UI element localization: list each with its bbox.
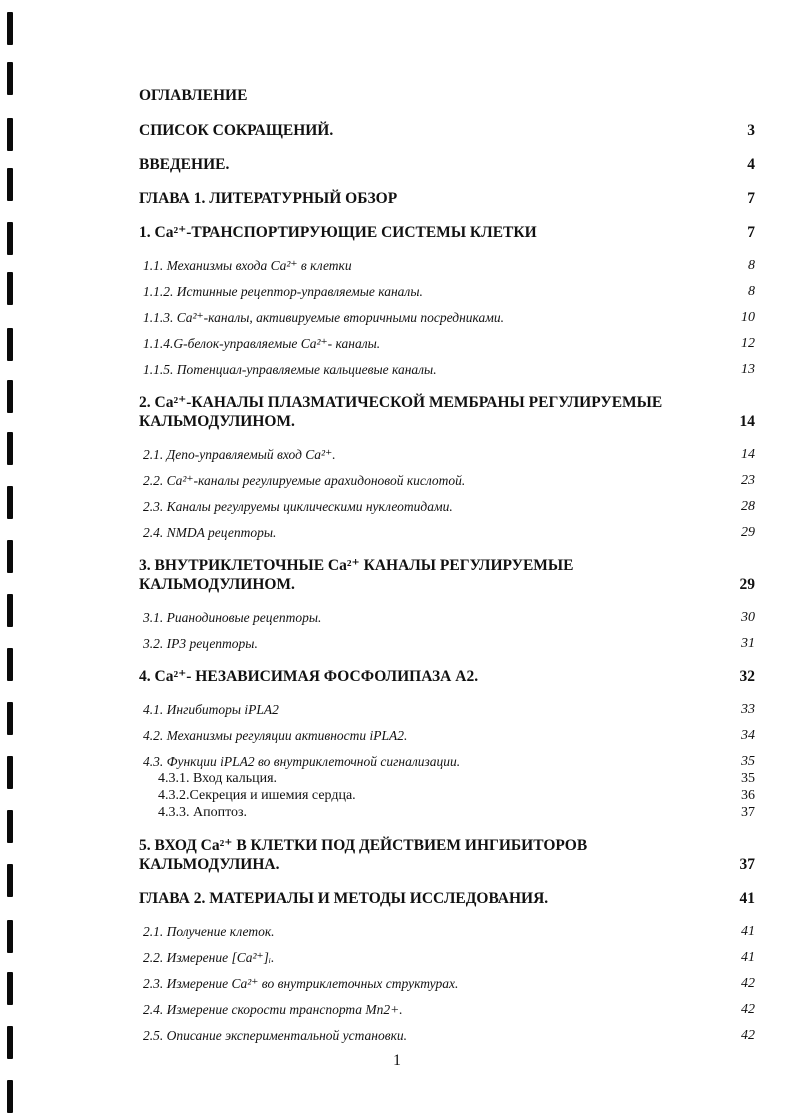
toc-entry-page: 28 — [741, 499, 755, 514]
toc-entry-title: 1.1.4.G-белок-управляемые Ca²⁺- каналы. — [143, 336, 381, 351]
toc-entry-page: 29 — [739, 576, 755, 593]
toc-entry-title: 4.3. Функции iPLA2 во внутриклеточной сигнализации. — [143, 754, 461, 769]
toc-entry-page: 3 — [747, 122, 755, 139]
toc-entry-page: 7 — [747, 190, 755, 207]
binding-mark — [7, 12, 13, 45]
toc-entry-level-2 — [139, 975, 755, 992]
binding-mark — [7, 168, 13, 201]
toc-entry-title: 3.2. IP3 рецепторы. — [143, 636, 258, 651]
toc-entry-level-2 — [139, 335, 755, 352]
toc-entry-title: 2.1. Получение клеток. — [143, 924, 275, 939]
toc-entry-level-2 — [139, 472, 755, 489]
toc-entry-level-2 — [139, 361, 755, 378]
binding-mark — [7, 272, 13, 305]
toc-entry-level-3 — [139, 771, 755, 787]
toc-entry-title: 3. ВНУТРИКЛЕТОЧНЫЕ Ca²⁺ КАНАЛЫ РЕГУЛИРУЕМЫЕ КАЛЬМОДУЛИНОМ. — [139, 557, 574, 593]
binding-mark — [7, 810, 13, 843]
toc-entry-title: 1.1.3. Ca²⁺-каналы, активируемые вторичными посредниками. — [143, 310, 504, 325]
toc-entry-level-2 — [139, 701, 755, 718]
toc-entry-page: 42 — [741, 1028, 755, 1043]
table-of-contents — [139, 86, 755, 1044]
toc-entry-level-1 — [139, 556, 755, 594]
toc-entry-title: 2.3. Каналы регулруемы циклическими нуклеотидами. — [143, 499, 453, 514]
toc-entry-level-2 — [139, 923, 755, 940]
toc-entry-page: 35 — [741, 754, 755, 769]
binding-mark — [7, 486, 13, 519]
toc-entry-page: 30 — [741, 610, 755, 625]
toc-entry-page: 14 — [741, 447, 755, 462]
toc-entry-page: 8 — [748, 258, 755, 273]
binding-mark — [7, 594, 13, 627]
toc-entry-page: 29 — [741, 525, 755, 540]
toc-entry-page: 31 — [741, 636, 755, 651]
toc-entry-level-2 — [139, 257, 755, 274]
binding-mark — [7, 756, 13, 789]
toc-entry-page: 33 — [741, 702, 755, 717]
toc-entry-level-1 — [139, 393, 755, 431]
toc-entry-level-3 — [139, 788, 755, 804]
toc-entry-level-2 — [139, 1027, 755, 1044]
toc-entry-level-2 — [139, 498, 755, 515]
binding-mark — [7, 864, 13, 897]
toc-entry-level-2 — [139, 309, 755, 326]
toc-entry-page: 23 — [741, 473, 755, 488]
toc-entry-title: 4.3.3. Апоптоз. — [158, 805, 248, 820]
toc-entry-title: 2.4. Измерение скорости транспорта Mn2+. — [143, 1002, 403, 1017]
toc-entries — [139, 121, 755, 1044]
toc-entry-level-2 — [139, 635, 755, 652]
toc-entry-title: 1.1.2. Истинные рецептор-управляемые каналы. — [143, 284, 423, 299]
binding-mark — [7, 222, 13, 255]
toc-entry-level-2 — [139, 446, 755, 463]
toc-entry-title: 4. Ca²⁺- НЕЗАВИСИМАЯ ФОСФОЛИПАЗА А2. — [139, 668, 479, 685]
binding-mark — [7, 540, 13, 573]
toc-entry-page: 41 — [741, 950, 755, 965]
toc-entry-title: 2.5. Описание экспериментальной установки. — [143, 1028, 408, 1043]
toc-entry-level-2 — [139, 753, 755, 770]
toc-entry-page: 7 — [747, 224, 755, 241]
binding-mark — [7, 432, 13, 465]
toc-entry-level-1 — [139, 889, 755, 908]
toc-entry-page: 14 — [739, 413, 755, 430]
toc-entry-page: 36 — [741, 788, 755, 803]
toc-entry-title: 3.1. Рианодиновые рецепторы. — [143, 610, 322, 625]
page-number: 1 — [393, 1052, 401, 1069]
toc-entry-level-3 — [139, 805, 755, 821]
toc-entry-page: 41 — [741, 924, 755, 939]
toc-entry-level-1 — [139, 223, 755, 242]
toc-entry-title: 2.4. NMDA рецепторы. — [143, 525, 277, 540]
binding-mark — [7, 648, 13, 681]
toc-entry-title: 4.1. Ингибиторы iPLA2 — [143, 702, 279, 717]
toc-entry-level-2 — [139, 727, 755, 744]
toc-entry-page: 12 — [741, 336, 755, 351]
toc-entry-title: 2.3. Измерение Ca²⁺ во внутриклеточных структурах. — [143, 976, 459, 991]
toc-entry-level-1 — [139, 667, 755, 686]
binding-marks — [7, 0, 15, 1117]
toc-entry-level-1 — [139, 155, 755, 174]
toc-entry-level-2 — [139, 609, 755, 626]
toc-entry-title: 4.2. Механизмы регуляции активности iPLA2. — [143, 728, 408, 743]
toc-entry-page: 13 — [741, 362, 755, 377]
toc-entry-level-2 — [139, 949, 755, 966]
binding-mark — [7, 972, 13, 1005]
toc-entry-title: СПИСОК СОКРАЩЕНИЙ. — [139, 122, 334, 139]
toc-entry-level-2 — [139, 283, 755, 300]
toc-entry-page: 4 — [747, 156, 755, 173]
toc-entry-title: 2.2. Ca²⁺-каналы регулируемые арахидоновой кислотой. — [143, 473, 466, 488]
toc-entry-level-2 — [139, 1001, 755, 1018]
toc-entry-title: ВВЕДЕНИЕ. — [139, 156, 230, 173]
toc-entry-title: 2.1. Депо-управляемый вход Ca²⁺. — [143, 447, 336, 462]
toc-entry-level-2 — [139, 524, 755, 541]
toc-entry-title: ГЛАВА 1. ЛИТЕРАТУРНЫЙ ОБЗОР — [139, 190, 398, 207]
toc-entry-page: 37 — [741, 805, 755, 820]
binding-mark — [7, 118, 13, 151]
toc-entry-page: 32 — [739, 668, 755, 685]
toc-entry-title: 1.1. Механизмы входа Ca²⁺ в клетки — [143, 258, 352, 273]
toc-entry-page: 42 — [741, 1002, 755, 1017]
toc-entry-title: 4.3.1. Вход кальция. — [158, 771, 278, 786]
toc-entry-title: 5. ВХОД Ca²⁺ В КЛЕТКИ ПОД ДЕЙСТВИЕМ ИНГИБИТОРОВ КАЛЬМОДУЛИНА. — [139, 837, 588, 873]
binding-mark — [7, 380, 13, 413]
toc-entry-page: 42 — [741, 976, 755, 991]
binding-mark — [7, 920, 13, 953]
toc-entry-page: 34 — [741, 728, 755, 743]
toc-entry-title: 1.1.5. Потенциал-управляемые кальциевые каналы. — [143, 362, 437, 377]
toc-entry-title: ГЛАВА 2. МАТЕРИАЛЫ И МЕТОДЫ ИССЛЕДОВАНИЯ. — [139, 890, 549, 907]
toc-entry-page: 35 — [741, 771, 755, 786]
toc-entry-title: 2.2. Измерение [Ca²⁺]ᵢ. — [143, 950, 275, 965]
binding-mark — [7, 1080, 13, 1113]
toc-entry-level-1 — [139, 189, 755, 208]
binding-mark — [7, 62, 13, 95]
toc-entry-page: 10 — [741, 310, 755, 325]
toc-entry-title: 1. Ca²⁺-ТРАНСПОРТИРУЮЩИЕ СИСТЕМЫ КЛЕТКИ — [139, 224, 537, 241]
toc-entry-level-1 — [139, 121, 755, 140]
binding-mark — [7, 328, 13, 361]
binding-mark — [7, 702, 13, 735]
toc-entry-page: 41 — [739, 890, 755, 907]
toc-entry-level-1 — [139, 836, 755, 874]
toc-entry-page: 37 — [739, 856, 755, 873]
toc-entry-title: 4.3.2.Секреция и ишемия сердца. — [158, 788, 356, 803]
toc-entry-title: 2. Ca²⁺-КАНАЛЫ ПЛАЗМАТИЧЕСКОЙ МЕМБРАНЫ РЕГУЛИРУЕМЫЕ КАЛЬМОДУЛИНОМ. — [139, 394, 663, 430]
toc-title: ОГЛАВЛЕНИЕ — [139, 87, 248, 104]
toc-entry-page: 8 — [748, 284, 755, 299]
